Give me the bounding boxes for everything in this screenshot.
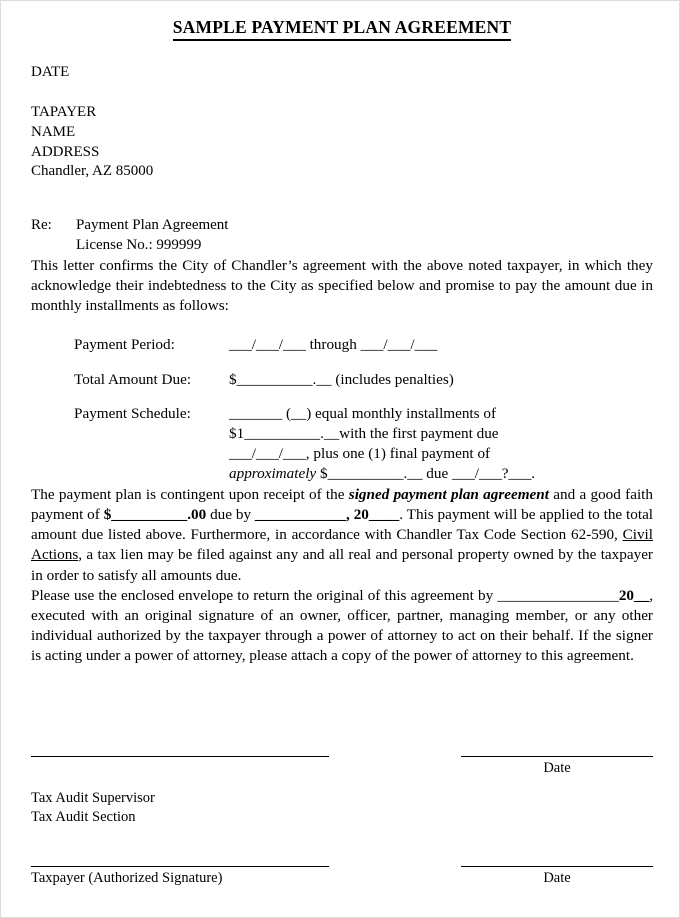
final-payment-blanks: $__________.__ due ___/___?___. bbox=[316, 465, 536, 483]
return-year-blank: 20__ bbox=[618, 586, 650, 604]
addressee-line-address: ADDRESS bbox=[31, 143, 100, 160]
payment-schedule-line-4 bbox=[229, 464, 653, 484]
contingency-text-5: , a tax lien may be filed against any and all real and personal property owned by the taxpayer in order to satisfy all amounts due. bbox=[31, 546, 653, 584]
signed-agreement-emphasis: signed payment plan agreement bbox=[348, 485, 549, 503]
envelope-text-2: , executed with an original signature of an owner, officer, partner, managing member, or any other individual authorized by the taxpayer through a power of attorney to act on their behalf. If the signer is acting under a power of attorney, please attach a copy of the power of attorney to this agreement. bbox=[31, 586, 653, 665]
supervisor-title: Tax Audit Supervisor bbox=[31, 790, 155, 806]
payment-schedule-line-2: $1__________.__with the first payment due bbox=[229, 425, 499, 442]
payment-schedule-line-1: _______ (__) equal monthly installments of bbox=[229, 404, 497, 422]
schedule-row-total-amount-due bbox=[74, 370, 653, 390]
re-subject-row bbox=[31, 215, 653, 235]
supervisor-department: Tax Audit Section bbox=[31, 808, 136, 825]
total-amount-due-label: Total Amount Due: bbox=[74, 370, 192, 388]
supervisor-signature-row bbox=[31, 756, 653, 777]
payment-period-label: Payment Period: bbox=[74, 336, 175, 354]
return-date-blank: ________________ bbox=[497, 586, 619, 604]
addressee-line-city-state-zip: Chandler, AZ 85000 bbox=[31, 163, 154, 180]
supervisor-signature-block bbox=[31, 756, 653, 827]
intro-paragraph: This letter confirms the City of Chandler’s agreement with the above noted taxpayer, in which they acknowledge their indebtedness to the City as specified below and promise to pay the amount due in monthly installments as follows: bbox=[31, 256, 653, 315]
re-label: Re: bbox=[31, 217, 52, 234]
supervisor-date-line bbox=[461, 756, 653, 757]
addressee-line-taxpayer: TAPAYER bbox=[31, 104, 97, 120]
page-title-wrapper bbox=[31, 1, 653, 41]
taxpayer-signature-caption: Taxpayer (Authorized Signature) bbox=[31, 870, 223, 886]
addressee-block bbox=[31, 103, 653, 182]
supervisor-name-block bbox=[31, 789, 653, 827]
payment-schedule-label: Payment Schedule: bbox=[74, 404, 191, 422]
payment-schedule-line-3: ___/___/___, plus one (1) final payment of bbox=[229, 445, 491, 463]
taxpayer-date-line bbox=[461, 866, 653, 867]
taxpayer-date-field[interactable] bbox=[461, 866, 653, 887]
supervisor-signature-line bbox=[31, 756, 329, 757]
good-faith-due-date-blank: ____________, 20____ bbox=[254, 505, 400, 523]
taxpayer-signature-block bbox=[31, 866, 653, 887]
contingency-text-3: due by bbox=[206, 505, 255, 523]
contingency-text-4: . This payment will be applied to the total amount due listed above. Furthermore, in accordance with Chandler Tax Code Section 62-590, bbox=[31, 505, 654, 544]
payment-schedule-block bbox=[74, 335, 653, 484]
envelope-text-1: Please use the enclosed envelope to return the original of this agreement by bbox=[31, 586, 498, 604]
taxpayer-signature-row bbox=[31, 866, 653, 887]
civil-actions-reference: Civil Actions bbox=[31, 526, 653, 564]
payment-schedule-value bbox=[229, 404, 653, 485]
page-content bbox=[31, 1, 653, 918]
schedule-row-payment-period bbox=[74, 335, 653, 355]
good-faith-amount-blank: $__________.00 bbox=[103, 505, 207, 523]
approximately-emphasis: approximately bbox=[229, 465, 317, 483]
supervisor-date-field[interactable] bbox=[461, 756, 653, 777]
supervisor-date-caption: Date bbox=[543, 760, 571, 776]
total-amount-due-blanks: $__________.__ (includes penalties) bbox=[229, 370, 454, 388]
supervisor-signature-field[interactable] bbox=[31, 756, 329, 777]
re-subject: Payment Plan Agreement bbox=[76, 217, 229, 234]
re-block bbox=[31, 215, 653, 256]
contingency-text-2: and a good faith payment of bbox=[31, 485, 653, 523]
schedule-row-payment-schedule bbox=[74, 404, 653, 485]
total-amount-due-value bbox=[229, 370, 653, 390]
addressee-line-name: NAME bbox=[31, 123, 76, 140]
contingency-text-1: The payment plan is contingent upon receipt of the bbox=[31, 485, 349, 503]
taxpayer-signature-line bbox=[31, 866, 329, 867]
page-title: SAMPLE PAYMENT PLAN AGREEMENT bbox=[173, 17, 512, 41]
payment-period-blanks: ___/___/___ through ___/___/___ bbox=[229, 336, 438, 354]
re-license-no: License No.: 999999 bbox=[76, 237, 202, 254]
taxpayer-signature-field[interactable] bbox=[31, 866, 329, 887]
date-label: DATE bbox=[31, 64, 70, 80]
contingency-paragraph bbox=[31, 485, 653, 586]
payment-period-value bbox=[229, 335, 653, 355]
return-instructions-paragraph bbox=[31, 586, 653, 667]
taxpayer-date-caption: Date bbox=[543, 870, 571, 886]
